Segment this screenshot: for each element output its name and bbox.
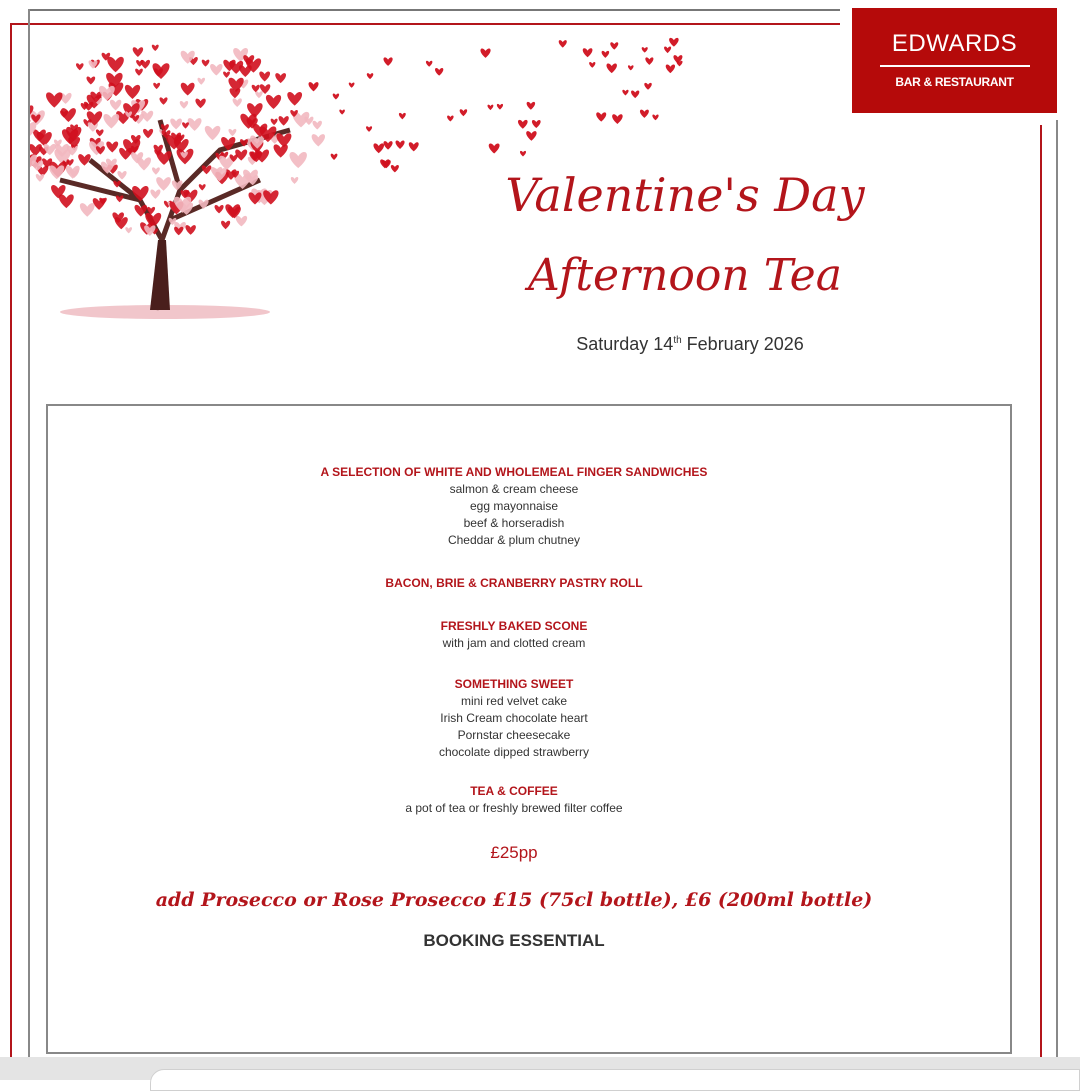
heart-icon — [170, 119, 182, 130]
heart-icon — [259, 72, 270, 82]
heart-icon — [287, 92, 302, 106]
date-day: Saturday 14 — [576, 334, 673, 354]
frame-line — [10, 23, 840, 25]
frame-line — [28, 9, 840, 11]
heart-icon — [373, 143, 384, 153]
heart-icon — [252, 85, 260, 92]
heart-icon — [290, 152, 307, 168]
heart-icon — [271, 119, 278, 125]
heart-icon — [103, 114, 119, 129]
heart-icon — [274, 144, 288, 157]
heart-icon — [233, 98, 242, 107]
menu-item: chocolate dipped strawberry — [18, 744, 1010, 761]
heart-icon — [333, 93, 339, 99]
logo-divider — [880, 65, 1030, 67]
heart-icon — [160, 97, 168, 104]
heart-icon — [195, 99, 205, 109]
section-heading: FRESHLY BAKED SCONE — [18, 618, 1010, 635]
heart-icon — [435, 68, 443, 76]
heart-icon — [205, 126, 221, 140]
heart-icon — [527, 102, 535, 110]
viewer-bottom-bar — [0, 1057, 1080, 1080]
frame-line — [10, 23, 12, 1063]
heart-icon — [652, 115, 658, 121]
trunk — [150, 240, 170, 310]
heart-icon — [532, 120, 541, 128]
menu-item: a pot of tea or freshly brewed filter coffee — [18, 800, 1010, 817]
menu-section — [18, 618, 1010, 652]
heart-icon — [110, 100, 121, 111]
frame-line — [1056, 120, 1058, 1065]
heart-icon — [304, 117, 313, 125]
menu-item: beef & horseradish — [18, 515, 1010, 532]
heart-icon — [291, 177, 298, 184]
heart-icon — [133, 47, 143, 57]
heart-icon — [312, 134, 325, 146]
heart-icon — [612, 114, 623, 124]
heart-icon — [384, 141, 393, 149]
heart-icon — [96, 129, 104, 136]
menu-section — [18, 575, 1010, 592]
heart-icon — [87, 76, 96, 84]
heart-icon — [255, 91, 262, 98]
frame-line — [1040, 125, 1042, 1065]
heart-icon — [447, 115, 454, 121]
heart-icon — [640, 110, 649, 118]
menu-item: egg mayonnaise — [18, 498, 1010, 515]
heart-icon — [135, 69, 143, 76]
heart-icon — [153, 83, 160, 89]
heart-icon — [367, 73, 374, 79]
heart-icon — [312, 121, 321, 130]
heart-icon — [221, 221, 230, 229]
viewer-panel — [150, 1069, 1080, 1091]
heart-icon — [339, 109, 345, 114]
heart-icon — [669, 38, 679, 47]
heart-icon — [480, 48, 490, 57]
section-heading: TEA & COFFEE — [18, 783, 1010, 800]
heart-icon — [526, 131, 536, 141]
section-heading: SOMETHING SWEET — [18, 676, 1010, 693]
booking-note: BOOKING ESSENTIAL — [18, 931, 1010, 951]
heart-icon — [383, 57, 392, 66]
heart-icon — [150, 190, 160, 199]
brand-logo — [852, 8, 1057, 113]
heart-icon — [366, 126, 372, 132]
heart-icon — [622, 90, 628, 96]
heart-icon — [589, 62, 595, 68]
heart-icon — [80, 203, 95, 217]
heart-icon — [331, 154, 338, 160]
brand-name: EDWARDS — [852, 30, 1057, 58]
menu-item: Pornstar cheesecake — [18, 727, 1010, 744]
heart-icon — [223, 71, 230, 77]
heart-icon — [106, 142, 118, 153]
menu-section — [18, 676, 1010, 761]
heart-icon — [497, 104, 503, 110]
heart-icon — [76, 63, 84, 70]
heart-icon — [182, 122, 189, 128]
heart-icon — [228, 129, 236, 136]
heart-icon — [583, 48, 593, 57]
title-line-2: Afternoon Tea — [500, 250, 870, 301]
heart-icon — [157, 151, 172, 165]
heart-icon — [666, 65, 675, 74]
heart-icon — [396, 141, 405, 149]
menu-item: with jam and clotted cream — [18, 635, 1010, 652]
heart-icon — [489, 143, 500, 153]
heart-icon — [117, 171, 126, 180]
heart-icon — [602, 51, 610, 58]
heart-icon — [460, 109, 467, 116]
heart-icon — [559, 40, 567, 47]
heart-icon — [664, 47, 671, 54]
heart-icon — [198, 78, 206, 85]
heart-icon — [610, 42, 618, 49]
heart-icon — [409, 142, 419, 151]
heart-icon — [188, 118, 202, 131]
heart-icon — [215, 205, 224, 213]
menu-section — [18, 783, 1010, 817]
brand-subtitle: BAR & RESTAURANT — [852, 75, 1057, 89]
heart-icon — [279, 116, 289, 125]
heart-icon — [180, 101, 188, 109]
heart-icon — [46, 92, 62, 107]
heart-icon — [152, 45, 159, 51]
event-date — [480, 334, 900, 355]
heart-icon — [93, 198, 106, 210]
heart-icon — [628, 65, 634, 70]
heart-icon — [59, 194, 74, 208]
heart-icon — [487, 105, 493, 110]
heart-icon — [518, 120, 528, 129]
heart-icon — [143, 129, 153, 138]
menu-section — [18, 464, 1010, 549]
menu-item: salmon & cream cheese — [18, 481, 1010, 498]
heart-icon — [236, 216, 247, 227]
heart-icon — [137, 157, 151, 170]
heart-icon — [125, 85, 140, 99]
section-heading: BACON, BRIE & CRANBERRY PASTRY ROLL — [18, 575, 1010, 592]
section-heading: A SELECTION OF WHITE AND WHOLEMEAL FINGER SANDWICHES — [18, 464, 1010, 481]
heart-icon — [199, 184, 206, 190]
heart-icon — [520, 151, 526, 157]
heart-icon — [645, 57, 653, 65]
heart-icon — [185, 225, 195, 235]
heart-icon — [596, 112, 606, 121]
heart-icon — [152, 167, 160, 174]
heart-icon — [275, 73, 286, 83]
heart-icon — [156, 177, 171, 191]
heart-icon — [399, 113, 406, 119]
menu-item: mini red velvet cake — [18, 693, 1010, 710]
heart-icon — [309, 82, 319, 91]
heart-icon — [136, 60, 143, 67]
heart-icon — [153, 63, 170, 79]
heart-icon — [247, 103, 263, 117]
menu-box — [46, 404, 1012, 1054]
heart-icon — [426, 61, 432, 67]
price: £25pp — [18, 843, 1010, 863]
prosecco-offer: add Prosecco or Rose Prosecco £15 (75cl bottle), £6 (200ml bottle) — [18, 889, 1010, 911]
heart-icon — [119, 148, 132, 160]
heart-icon — [276, 133, 291, 147]
heart-icon — [125, 227, 132, 233]
heart-icon — [210, 64, 222, 76]
heart-icon — [631, 91, 639, 99]
menu-item: Irish Cream chocolate heart — [18, 710, 1010, 727]
heart-icon — [61, 108, 76, 122]
date-suffix: th — [673, 335, 681, 346]
title-line-1: Valentine's Day — [470, 168, 900, 222]
heart-icon — [642, 47, 648, 53]
heart-icon — [349, 82, 355, 87]
heart-icon — [391, 165, 399, 172]
date-rest: February 2026 — [682, 334, 804, 354]
heart-icon — [644, 83, 651, 90]
heart-icon — [78, 154, 90, 166]
heart-icon — [30, 144, 42, 156]
heart-icon — [266, 95, 281, 109]
heart-icon — [36, 174, 44, 182]
heart-icon — [181, 83, 195, 96]
heart-icon — [202, 60, 210, 67]
menu-item: Cheddar & plum chutney — [18, 532, 1010, 549]
heart-icon — [107, 57, 124, 72]
heart-icon — [607, 63, 617, 73]
